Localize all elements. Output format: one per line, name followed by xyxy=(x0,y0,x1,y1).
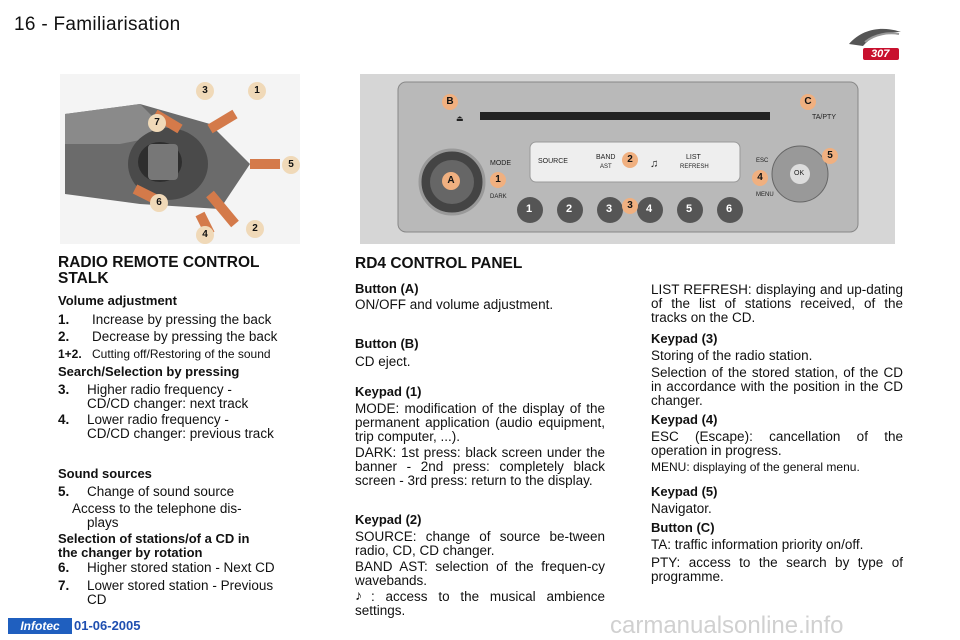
stalk-callout: 2 xyxy=(246,220,264,238)
keypad-2-band-text: BAND AST: selection of the frequen-cy wavebands. xyxy=(355,559,605,588)
panel-callout: A xyxy=(442,172,460,190)
item-text: Access to the telephone dis- xyxy=(72,501,242,516)
item-text: Lower radio frequency - xyxy=(87,412,229,427)
stalk-callout: 1 xyxy=(248,82,266,100)
preset-label: 5 xyxy=(686,203,693,215)
keypad-1-mode-text: MODE: modification of the display of the permanent application (audio equipment, trip computer, ...). xyxy=(355,401,605,444)
panel-label-mode: MODE xyxy=(490,160,511,167)
preset-label: 4 xyxy=(646,203,653,215)
item-text: Lower stored station - Previous xyxy=(87,578,274,593)
keypad-3-storing-text: Storing of the radio station. xyxy=(651,348,813,363)
list-item-text: Decrease by pressing the back xyxy=(92,329,278,344)
panel-label-refresh: REFRESH xyxy=(680,164,709,170)
keypad-3-selection-text: Selection of the stored station, of the CD in accordance with the position in the CD changer. xyxy=(651,365,903,408)
list-item-text: Cutting off/Restoring of the sound xyxy=(92,347,271,361)
item-text: CD/CD changer: next track xyxy=(87,396,249,411)
stalk-callout: 4 xyxy=(196,226,214,244)
panel-label-list: LIST xyxy=(686,154,701,161)
keypad-5-title: Keypad (5) xyxy=(651,484,718,499)
footer-date: 01-06-2005 xyxy=(74,618,141,633)
stalk-callout: 5 xyxy=(282,156,300,174)
keypad-4-menu-text: MENU: displaying of the general menu. xyxy=(651,460,860,474)
panel-label-menu: MENU xyxy=(756,192,774,198)
panel-callout: 4 xyxy=(752,170,768,186)
stalk-callout: 7 xyxy=(148,114,166,132)
keypad-5-text: Navigator. xyxy=(651,501,712,516)
list-item: 1. xyxy=(58,312,70,327)
keypad-4-esc-text: ESC (Escape): cancellation of the operation in progress. xyxy=(651,429,903,458)
button-a-text: ON/OFF and volume adjustment. xyxy=(355,297,554,312)
control-panel-title: RD4 CONTROL PANEL xyxy=(355,255,523,272)
infotec-badge: Infotec xyxy=(8,618,72,634)
item-text: CD xyxy=(87,592,107,607)
item-text: plays xyxy=(87,515,119,530)
preset-label: 1 xyxy=(526,203,533,215)
preset-label: 3 xyxy=(606,203,613,215)
list-refresh-text: LIST REFRESH: displaying and up-dating of the list of stations received, of the tracks on the CD. xyxy=(651,282,903,325)
panel-label-esc: ESC xyxy=(756,158,769,164)
panel-callout: 2 xyxy=(622,152,638,168)
preset-label: 2 xyxy=(566,203,573,215)
list-item: 2. xyxy=(58,329,70,344)
panel-label-ast: AST xyxy=(600,164,612,170)
button-b-text: CD eject. xyxy=(355,354,411,369)
list-item-text: Increase by pressing the back xyxy=(92,312,272,327)
volume-adjustment-title: Volume adjustment xyxy=(58,293,177,308)
stalk-section-title: RADIO REMOTE CONTROL STALK xyxy=(58,254,260,287)
keypad-1-dark-text: DARK: 1st press: black screen under the banner - 2nd press: completely black screen - 3rd press: return to the display. xyxy=(355,445,605,488)
keypad-2-source-text: SOURCE: change of source be-tween radio, CD, CD changer. xyxy=(355,529,605,558)
stalk-callout: 6 xyxy=(150,194,168,212)
panel-label-band: BAND xyxy=(596,154,616,161)
sound-sources-title: Sound sources xyxy=(58,466,152,481)
list-item: 1+2. xyxy=(58,347,82,361)
search-selection-title: Search/Selection by pressing xyxy=(58,364,240,379)
item-text: CD/CD changer: previous track xyxy=(87,426,274,441)
panel-callout: 3 xyxy=(622,198,638,214)
item-number: 6. xyxy=(58,560,70,575)
panel-label-source: SOURCE xyxy=(538,158,568,165)
eject-icon: ⏏ xyxy=(456,114,464,123)
rd4-control-panel-illustration xyxy=(360,74,895,244)
button-b-title: Button (B) xyxy=(355,336,419,351)
keypad-3-title: Keypad (3) xyxy=(651,331,718,346)
selection-stations-title: Selection of stations/of a CD in xyxy=(58,531,250,546)
panel-label-ok: OK xyxy=(794,170,805,177)
music-note-icon: ♪ xyxy=(355,587,362,603)
item-text: Higher radio frequency - xyxy=(87,382,232,397)
preset-label: 6 xyxy=(726,203,733,215)
button-c-ta-text: TA: traffic information priority on/off. xyxy=(651,537,864,552)
panel-callout: B xyxy=(442,94,458,110)
stalk-callout: 3 xyxy=(196,82,214,100)
selection-stations-title: the changer by rotation xyxy=(58,545,203,560)
item-number: 4. xyxy=(58,412,70,427)
keypad-4-title: Keypad (4) xyxy=(651,412,718,427)
panel-callout: 1 xyxy=(490,172,506,188)
keypad-2-ambience-text: : access to the musical ambience settings. xyxy=(355,589,605,618)
peugeot-307-logo xyxy=(845,22,905,62)
item-number: 5. xyxy=(58,484,70,499)
logo-text: 307 xyxy=(871,48,890,60)
item-text: Change of sound source xyxy=(87,484,235,499)
watermark: carmanualsonline.info xyxy=(610,612,844,639)
item-text: Higher stored station - Next CD xyxy=(87,560,275,575)
button-c-pty-text: PTY: access to the search by type of programme. xyxy=(651,555,903,584)
keypad-1-title: Keypad (1) xyxy=(355,384,422,399)
item-number: 3. xyxy=(58,382,70,397)
page-title: 16 - Familiarisation xyxy=(14,14,181,35)
keypad-2-title: Keypad (2) xyxy=(355,512,422,527)
panel-label-tapty: TA/PTY xyxy=(812,114,836,121)
music-note-icon: ♫ xyxy=(650,158,659,170)
item-number: 7. xyxy=(58,578,70,593)
panel-callout: 5 xyxy=(822,148,838,164)
panel-label-dark: DARK xyxy=(490,194,507,200)
button-a-title: Button (A) xyxy=(355,281,419,296)
panel-callout: C xyxy=(800,94,816,110)
button-c-title: Button (C) xyxy=(651,520,715,535)
remote-stalk-illustration xyxy=(60,74,300,244)
